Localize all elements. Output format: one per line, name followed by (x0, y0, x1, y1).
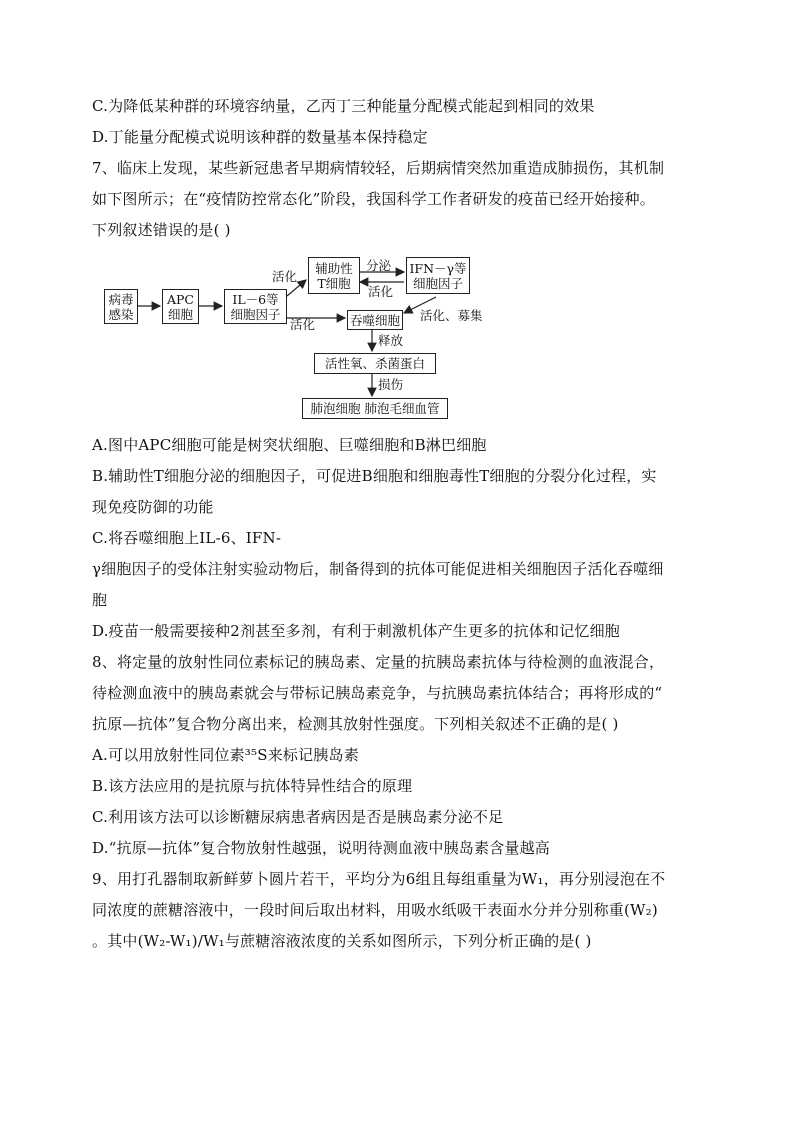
option-d: D.“抗原—抗体”复合物放射性越强，说明待测血液中胰岛素含量越高 (92, 839, 550, 857)
text-line: 抗原—抗体”复合物分离出来，检测其放射性强度。下列相关叙述不正确的是( ) (92, 715, 619, 733)
box-label: 肺泡细胞 肺泡毛细血管 (310, 401, 440, 416)
text-line: 现免疫防御的功能 (92, 498, 214, 516)
text-line: 。其中(W₂-W₁)/W₁与蔗糖溶液浓度的关系如图所示，下列分析正确的是( ) (92, 932, 592, 950)
question-9-line: 9、用打孔器制取新鲜萝卜圆片若干，平均分为6组且每组重量为W₁，再分别浸泡在不 (92, 870, 666, 888)
box-label: 细胞 (167, 306, 193, 322)
box-label: 感染 (108, 306, 134, 322)
text-line: γ细胞因子的受体注射实验动物后，制备得到的抗体可能促进相关细胞因子活化吞噬细 (92, 560, 664, 578)
box-label: 辅助性 (315, 260, 353, 276)
box-label: 病毒 (108, 291, 134, 307)
option-b: B.辅助性T细胞分泌的细胞因子，可促进B细胞和细胞毒性T细胞的分裂分化过程，实 (92, 467, 657, 485)
box-label: 细胞因子 (230, 306, 281, 322)
box-label: 活性氧、杀菌蛋白 (324, 356, 425, 371)
question-8-line: 8、将定量的放射性同位素标记的胰岛素、定量的抗胰岛素抗体与待检测的血液混合， (92, 653, 665, 671)
text-line: 同浓度的蔗糖溶液中，一段时间后取出材料，用吸水纸吸干表面水分并分别称重(W₂) (92, 901, 658, 919)
box-label: IFN－γ等 (409, 260, 467, 276)
activate-label: 活化 (290, 317, 316, 332)
ifn-cytokine-box (406, 257, 470, 294)
box-label: IL－6等 (232, 291, 279, 307)
text-line: 待检测血液中的胰岛素就会与带标记胰岛素竞争，与抗胰岛素抗体结合；再将形成的“ (92, 684, 663, 702)
text-line: 胞 (92, 591, 108, 609)
damage-label: 损伤 (378, 377, 404, 392)
option-a: A.图中APC细胞可能是树突状细胞、巨噬细胞和B淋巴细胞 (92, 436, 487, 454)
text-line: 如下图所示；在“疫情防控常态化”阶段，我国科学工作者研发的疫苗已经开始接种。 (92, 190, 655, 208)
release-label: 释放 (378, 333, 404, 348)
box-label: 细胞因子 (412, 275, 463, 291)
il6-cytokine-box (224, 289, 287, 324)
text-line: C.为降低某种群的环境容纳量，乙丙丁三种能量分配模式能起到相同的效果 (92, 97, 595, 115)
box-label: 吞噬细胞 (349, 312, 400, 328)
lung-cells-box (302, 398, 448, 419)
activate-label: 活化 (272, 269, 298, 284)
text-line: 下列叙述错误的是( ) (92, 221, 231, 239)
activate-label: 活化 (368, 284, 394, 299)
secrete-label: 分泌 (366, 258, 392, 273)
reactive-oxygen-box (314, 353, 436, 374)
question-7-line: 7、临床上发现，某些新冠患者早期病情较轻，后期病情突然加重造成肺损伤，其机制 (92, 159, 665, 177)
option-c: C.将吞噬细胞上IL-6、IFN- (92, 529, 282, 547)
apc-cell-box (162, 289, 199, 324)
option-b: B.该方法应用的是抗原与抗体特异性结合的原理 (92, 777, 413, 795)
option-d: D.疫苗一般需要接种2剂甚至多剂，有利于刺激机体产生更多的抗体和记忆细胞 (92, 622, 621, 640)
text-line: D.丁能量分配模式说明该种群的数量基本保持稳定 (92, 128, 428, 146)
box-label: APC (166, 291, 194, 307)
box-label: T细胞 (317, 275, 351, 291)
virus-infection-box (104, 289, 138, 324)
helper-t-cell-box (308, 257, 360, 294)
option-a: A.可以用放射性同位素³⁵S来标记胰岛素 (92, 746, 359, 764)
option-c: C.利用该方法可以诊断糖尿病患者病因是否是胰岛素分泌不足 (92, 808, 504, 826)
phagocyte-box (347, 310, 403, 330)
activate-recruit-label: 活化、募集 (420, 308, 483, 323)
